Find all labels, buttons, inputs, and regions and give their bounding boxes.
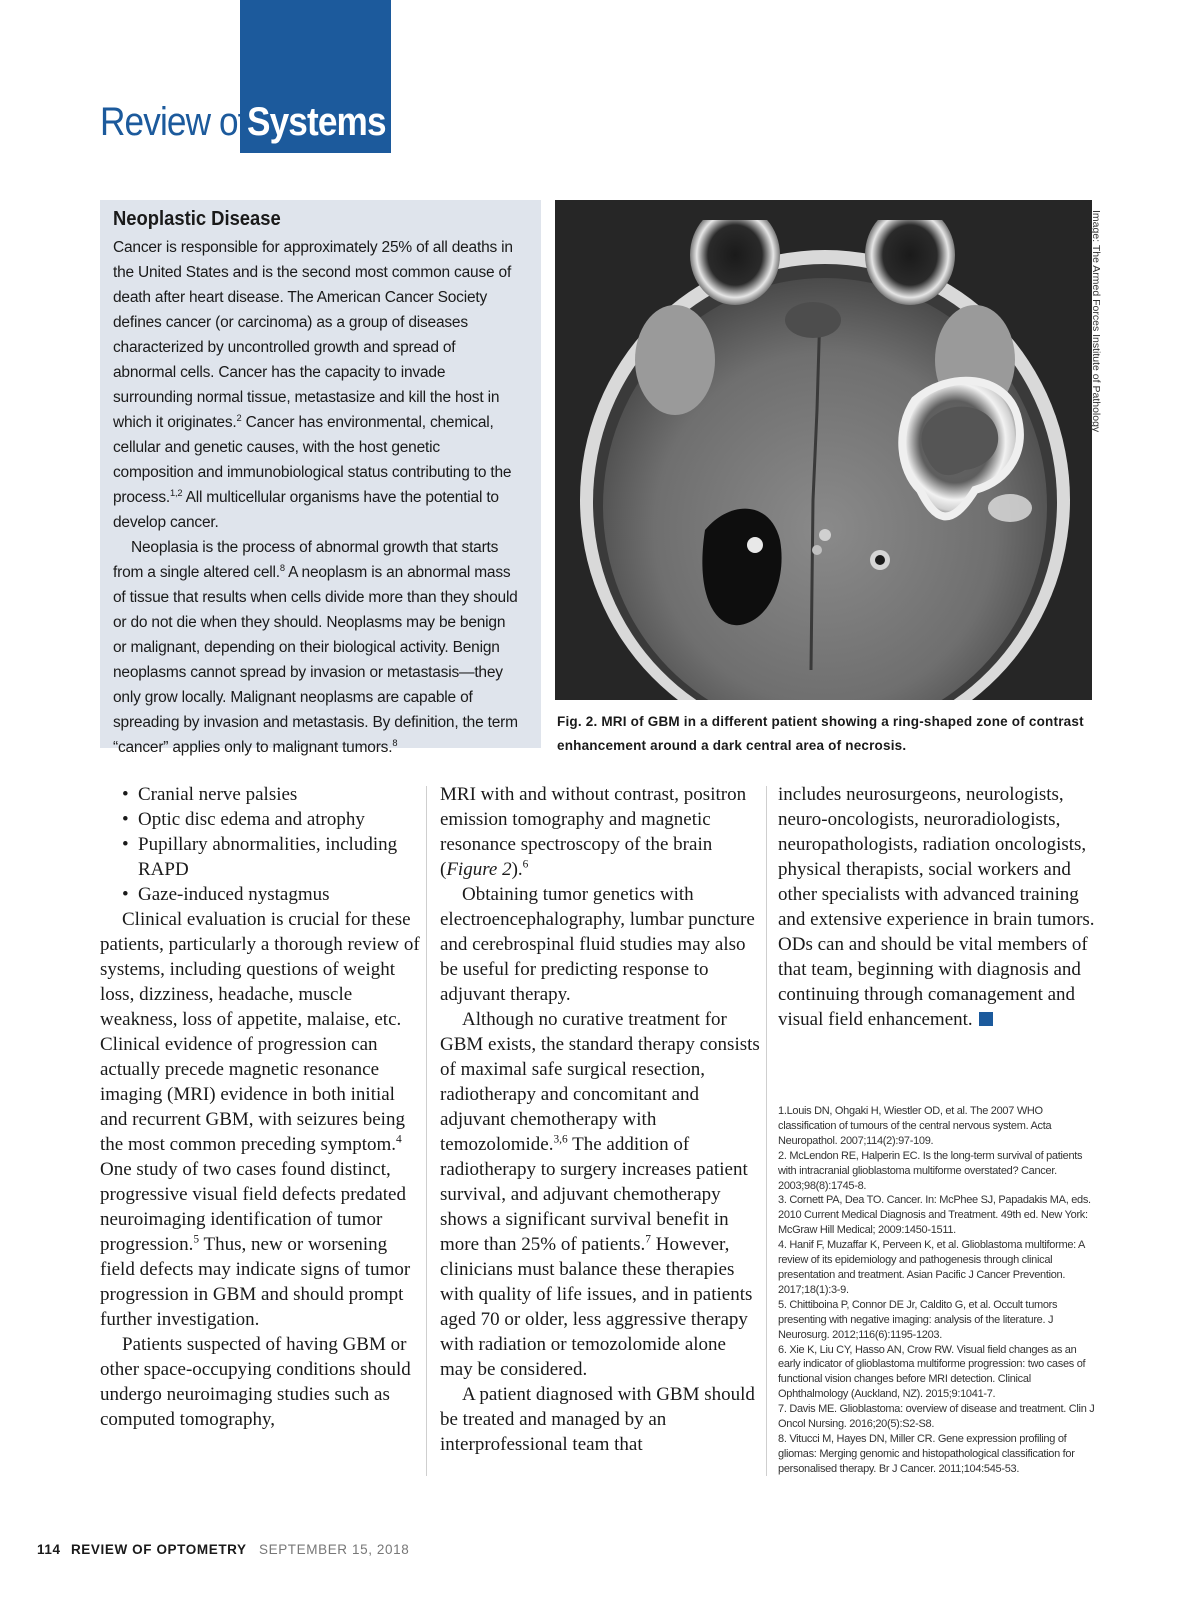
body-text: includes neurosurgeons, neurologists, neuro-oncologists, neuroradiologists, neuropathologists, radiation oncologists, physical therapists, social workers and other specialists with advanced training and extensive experience in brain tumors. ODs can and should be vital members of that team, beginning with diagnosis and continuing through comanagement and visual field enhancement.	[778, 784, 1095, 1030]
body-paragraph	[778, 782, 1098, 1032]
figure-caption: Fig. 2. MRI of GBM in a different patient showing a ring-shaped zone of contrast enhancement around a dark central area of necrosis.	[557, 714, 1084, 753]
reference-item: 7. Davis ME. Glioblastoma: overview of disease and treatment. Clin J Oncol Nursing. 2016;20(5):S2-S8.	[778, 1403, 1095, 1431]
body-paragraph: Obtaining tumor genetics with electroencephalography, lumbar puncture and cerebrospinal fluid studies may also be useful for predicting response to adjuvant therapy.	[440, 884, 755, 1005]
sidebar-box	[100, 200, 541, 756]
page-footer	[37, 1542, 409, 1557]
references-list	[778, 1104, 1096, 1477]
reference-item: 6. Xie K, Liu CY, Hasso AN, Crow RW. Visual field changes as an early indicator of glioblastoma multiforme progression: two cases of functional vision changes before MRI detection. Clinical Ophthalmology (Auckland, NZ). 2015;9:1041-7.	[778, 1343, 1086, 1401]
reference-item: 8. Vitucci M, Hayes DN, Miller CR. Gene expression profiling of gliomas: Merging genomic and histopathological classification for personalised therapy. Br J Cancer. 2011;104:545-53.	[778, 1432, 1075, 1475]
publication-name: REVIEW OF OPTOMETRY	[70, 1542, 247, 1557]
column-divider	[766, 786, 767, 1476]
end-of-article-square-icon	[979, 1012, 993, 1026]
sidebar-paragraph: Neoplasia is the process of abnormal growth that starts from a single altered cell.$^8$ A neoplasm is an abnormal mass of tissue that results when cells divide more than they should or do not die when they should. Neoplasms may be benign or malignant, depending on their biological activity. Benign neoplasms cannot spread by invasion or metastasis—they only grow locally. Malignant neoplasms are capable of spreading by invasion and metastasis. By definition, the term “cancer” applies only to malignant tumors.$^8$	[113, 539, 518, 756]
body-column-1	[100, 782, 420, 1432]
list-item: • Gaze-induced nystagmus	[122, 882, 420, 907]
list-item: • Pupillary abnormalities, including RAPD	[122, 832, 420, 882]
list-item: • Cranial nerve palsies	[122, 782, 420, 807]
reference-item: 2. McLendon RE, Halperin EC. Is the long-term survival of patients with intracranial glioblastoma multiforme overstated? Cancer. 2003;98(8):1745-8.	[778, 1149, 1083, 1192]
image-credit: Image: The Armed Forces Institute of Pathology	[1090, 210, 1102, 433]
issue-date: SEPTEMBER 15, 2018	[258, 1542, 410, 1557]
reference-item: 4. Hanif F, Muzaffar K, Perveen K, et al. Glioblastoma multiforme: A review of its epidemiology and pathogenesis through clinical presentation and treatment. Asian Pacific J Cancer Prevention. 2017;18(1):3-9.	[778, 1239, 1085, 1296]
body-paragraph: Patients suspected of having GBM or other space-occupying conditions should undergo neuroimaging studies such as computed tomography,	[100, 1334, 411, 1430]
body-column-2	[440, 782, 760, 1457]
section-header-prefix: Review of	[100, 100, 247, 144]
sidebar-title: Neoplastic Disease	[113, 208, 281, 230]
list-item: • Optic disc edema and atrophy	[122, 807, 420, 832]
page-number: 114	[37, 1542, 61, 1557]
mri-figure	[555, 200, 1092, 700]
body-paragraph: Although no curative treatment for GBM exists, the standard therapy consists of maximal safe surgical resection, radiotherapy and concomitant and adjuvant chemotherapy with temozolomide.$^{3,6}$ The addition of radiotherapy to surgery increases patient survival, and adjuvant chemotherapy shows a significant survival benefit in more than 25% of patients.$^7$ However, clinicians must balance these therapies with quality of life issues, and in patients aged 70 or older, less aggressive therapy with radiation or temozolomide alone may be considered.	[440, 1009, 760, 1380]
mri-brain-image	[555, 200, 1092, 700]
reference-item: 5. Chittiboina P, Connor DE Jr, Caldito G, et al. Occult tumors presenting with negative imaging: analysis of the literature. J Neurosurg. 2012;116(6):1195-1203.	[778, 1298, 1058, 1341]
column-divider	[426, 786, 427, 1476]
body-paragraph: Clinical evaluation is crucial for these patients, particularly a thorough review of systems, including questions of weight loss, dizziness, headache, muscle weakness, loss of appetite, malaise, etc. Clinical evidence of progression can actually precede magnetic resonance imaging (MRI) evidence in both initial and recurrent GBM, with seizures being the most common preceding symptom.$^4$ One study of two cases found distinct, progressive visual field defects predated neuroimaging identification of tumor progression.$^5$ Thus, new or worsening field defects may indicate signs of tumor progression in GBM and should prompt further investigation.	[100, 909, 420, 1330]
body-paragraph: A patient diagnosed with GBM should be treated and managed by an interprofessional team that	[440, 1384, 755, 1455]
sidebar-paragraph: Cancer is responsible for approximately 25% of all deaths in the United States and is the second most common cause of death after heart disease. The American Cancer Society defines cancer (or carcinoma) as a group of diseases characterized by uncontrolled growth and spread of abnormal cells. Cancer has the capacity to invade surrounding normal tissue, metastasize and kill the host in which it originates.$^2$ Cancer has environmental, chemical, cellular and genetic causes, with the host genetic composition and immunobiological status contributing to the process.$^{1,2}$ All multicellular organisms have the potential to develop cancer.	[113, 239, 513, 531]
symptom-list	[100, 782, 420, 907]
body-paragraph: MRI with and without contrast, positron emission tomography and magnetic resonance spectroscopy of the brain (Figure 2).$^6$	[440, 784, 747, 880]
body-column-3	[778, 782, 1098, 1032]
reference-item: 3. Cornett PA, Dea TO. Cancer. In: McPhee SJ, Papadakis MA, eds. 2010 Current Medical Diagnosis and Treatment. 49th ed. New York: McGraw Hill Medical; 2009:1450-1511.	[778, 1194, 1091, 1237]
section-header-title: Systems	[247, 100, 386, 144]
reference-item: 1.Louis DN, Ohgaki H, Wiestler OD, et al. The 2007 WHO classification of tumours of the central nervous system. Acta Neuropathol. 2007;114(2):97-109.	[778, 1105, 1052, 1147]
